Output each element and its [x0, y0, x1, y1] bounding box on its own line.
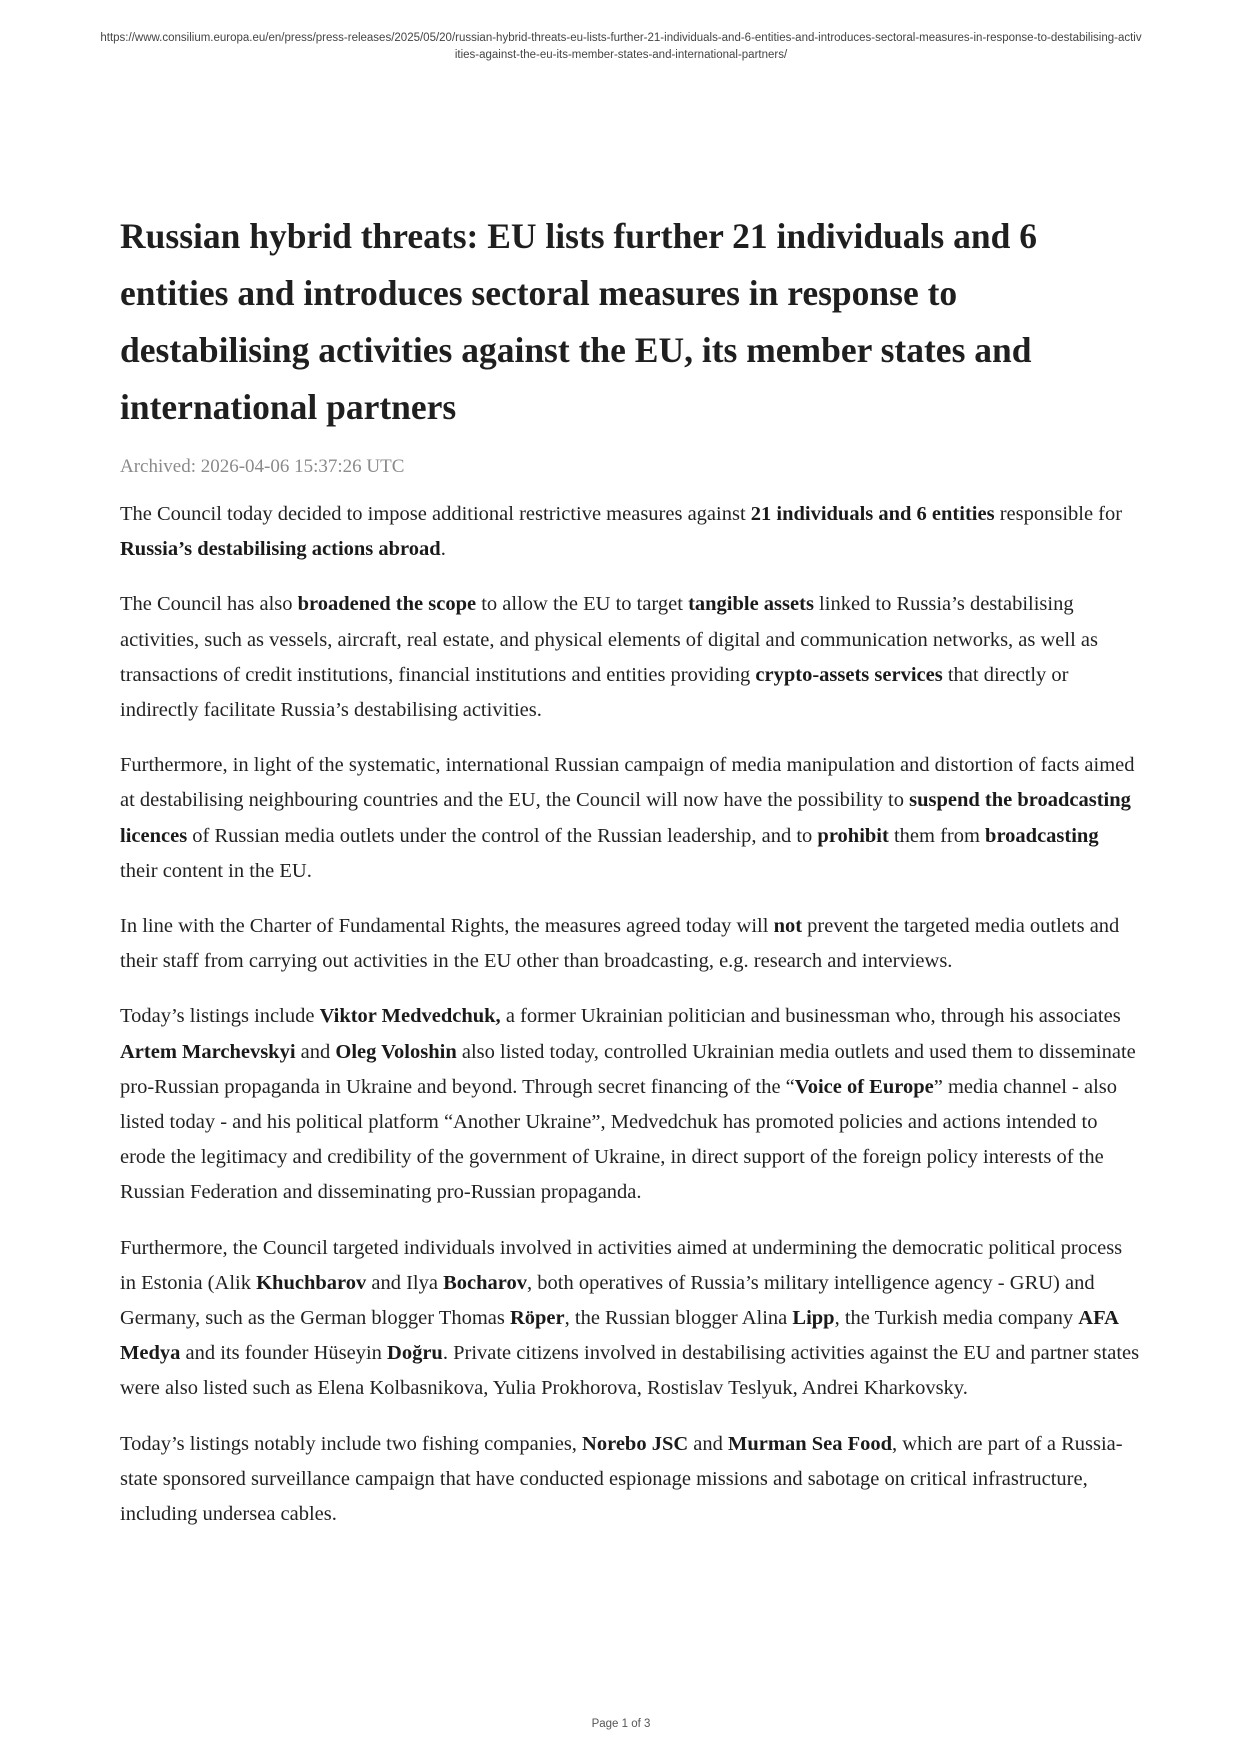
paragraph: Furthermore, the Council targeted individuals involved in activities aimed at undermining the democratic political process in Estonia (Alik Khuchbarov and Ilya Bocharov, both operatives of Russia’s military intelligence agency - GRU) and Germany, such as the German blogger Thomas Röper, the Russian blogger Alina Lipp, the Turkish media company AFA Medya and its founder Hüseyin Doğru. Private citizens involved in destabilising activities against the EU and partner states were also listed such as Elena Kolbasnikova, Yulia Prokhorova, Rostislav Teslyuk, Andrei Kharkovsky.	[120, 1236, 1140, 1400]
page-number: Page 1 of 3	[591, 1718, 651, 1730]
page-title: Russian hybrid threats: EU lists further 21 individuals and 6 entities and introduces sectoral measures in response to destabilising activities against the EU, its member states and international partners	[120, 216, 1037, 427]
paragraph: Today’s listings notably include two fishing companies, Norebo JSC and Murman Sea Food, which are part of a Russia-state sponsored surveillance campaign that have conducted espionage missions and sabotage on critical infrastructure, including undersea cables.	[120, 1432, 1123, 1526]
archived-timestamp: Archived: 2026-04-06 15:37:26 UTC	[120, 456, 405, 477]
article	[120, 208, 1140, 1532]
paragraph: Today’s listings include Viktor Medvedchuk, a former Ukrainian politician and businessman who, through his associates Artem Marchevskyi and Oleg Voloshin also listed today, controlled Ukrainian media outlets and used them to disseminate pro-Russian propaganda in Ukraine and beyond. Through secret financing of the “Voice of Europe” media channel - also listed today - and his political platform “Another Ukraine”, Medvedchuk has promoted policies and actions intended to erode the legitimacy and credibility of the government of Ukraine, in direct support of the foreign policy interests of the Russian Federation and disseminating pro-Russian propaganda.	[120, 1005, 1136, 1204]
paragraph: Furthermore, in light of the systematic, international Russian campaign of media manipulation and distortion of facts aimed at destabilising neighbouring countries and the EU, the Council will now have the possibility to suspend the broadcasting licences of Russian media outlets under the control of the Russian leadership, and to prohibit them from broadcasting their content in the EU.	[120, 754, 1135, 882]
source-url: https://www.consilium.europa.eu/en/press/press-releases/2025/05/20/russian-hybrid-threats-eu-lists-further-21-individuals-and-6-entities-and-introduces-sectoral-measures-in-response-to-destabilising-activities-against-the-eu-its-member-states-and-international-partners/	[100, 32, 1142, 61]
paragraph: The Council has also broadened the scope to allow the EU to target tangible assets linked to Russia’s destabilising activities, such as vessels, aircraft, real estate, and physical elements of digital and communication networks, as well as transactions of credit institutions, financial institutions and entities providing crypto-assets services that directly or indirectly facilitate Russia’s destabilising activities.	[120, 593, 1098, 722]
paragraph: In line with the Charter of Fundamental Rights, the measures agreed today will not prevent the targeted media outlets and their staff from carrying out activities in the EU other than broadcasting, e.g. research and interviews.	[120, 915, 1120, 973]
paragraph: The Council today decided to impose additional restrictive measures against 21 individuals and 6 entities responsible for Russia’s destabilising actions abroad.	[120, 503, 1123, 561]
